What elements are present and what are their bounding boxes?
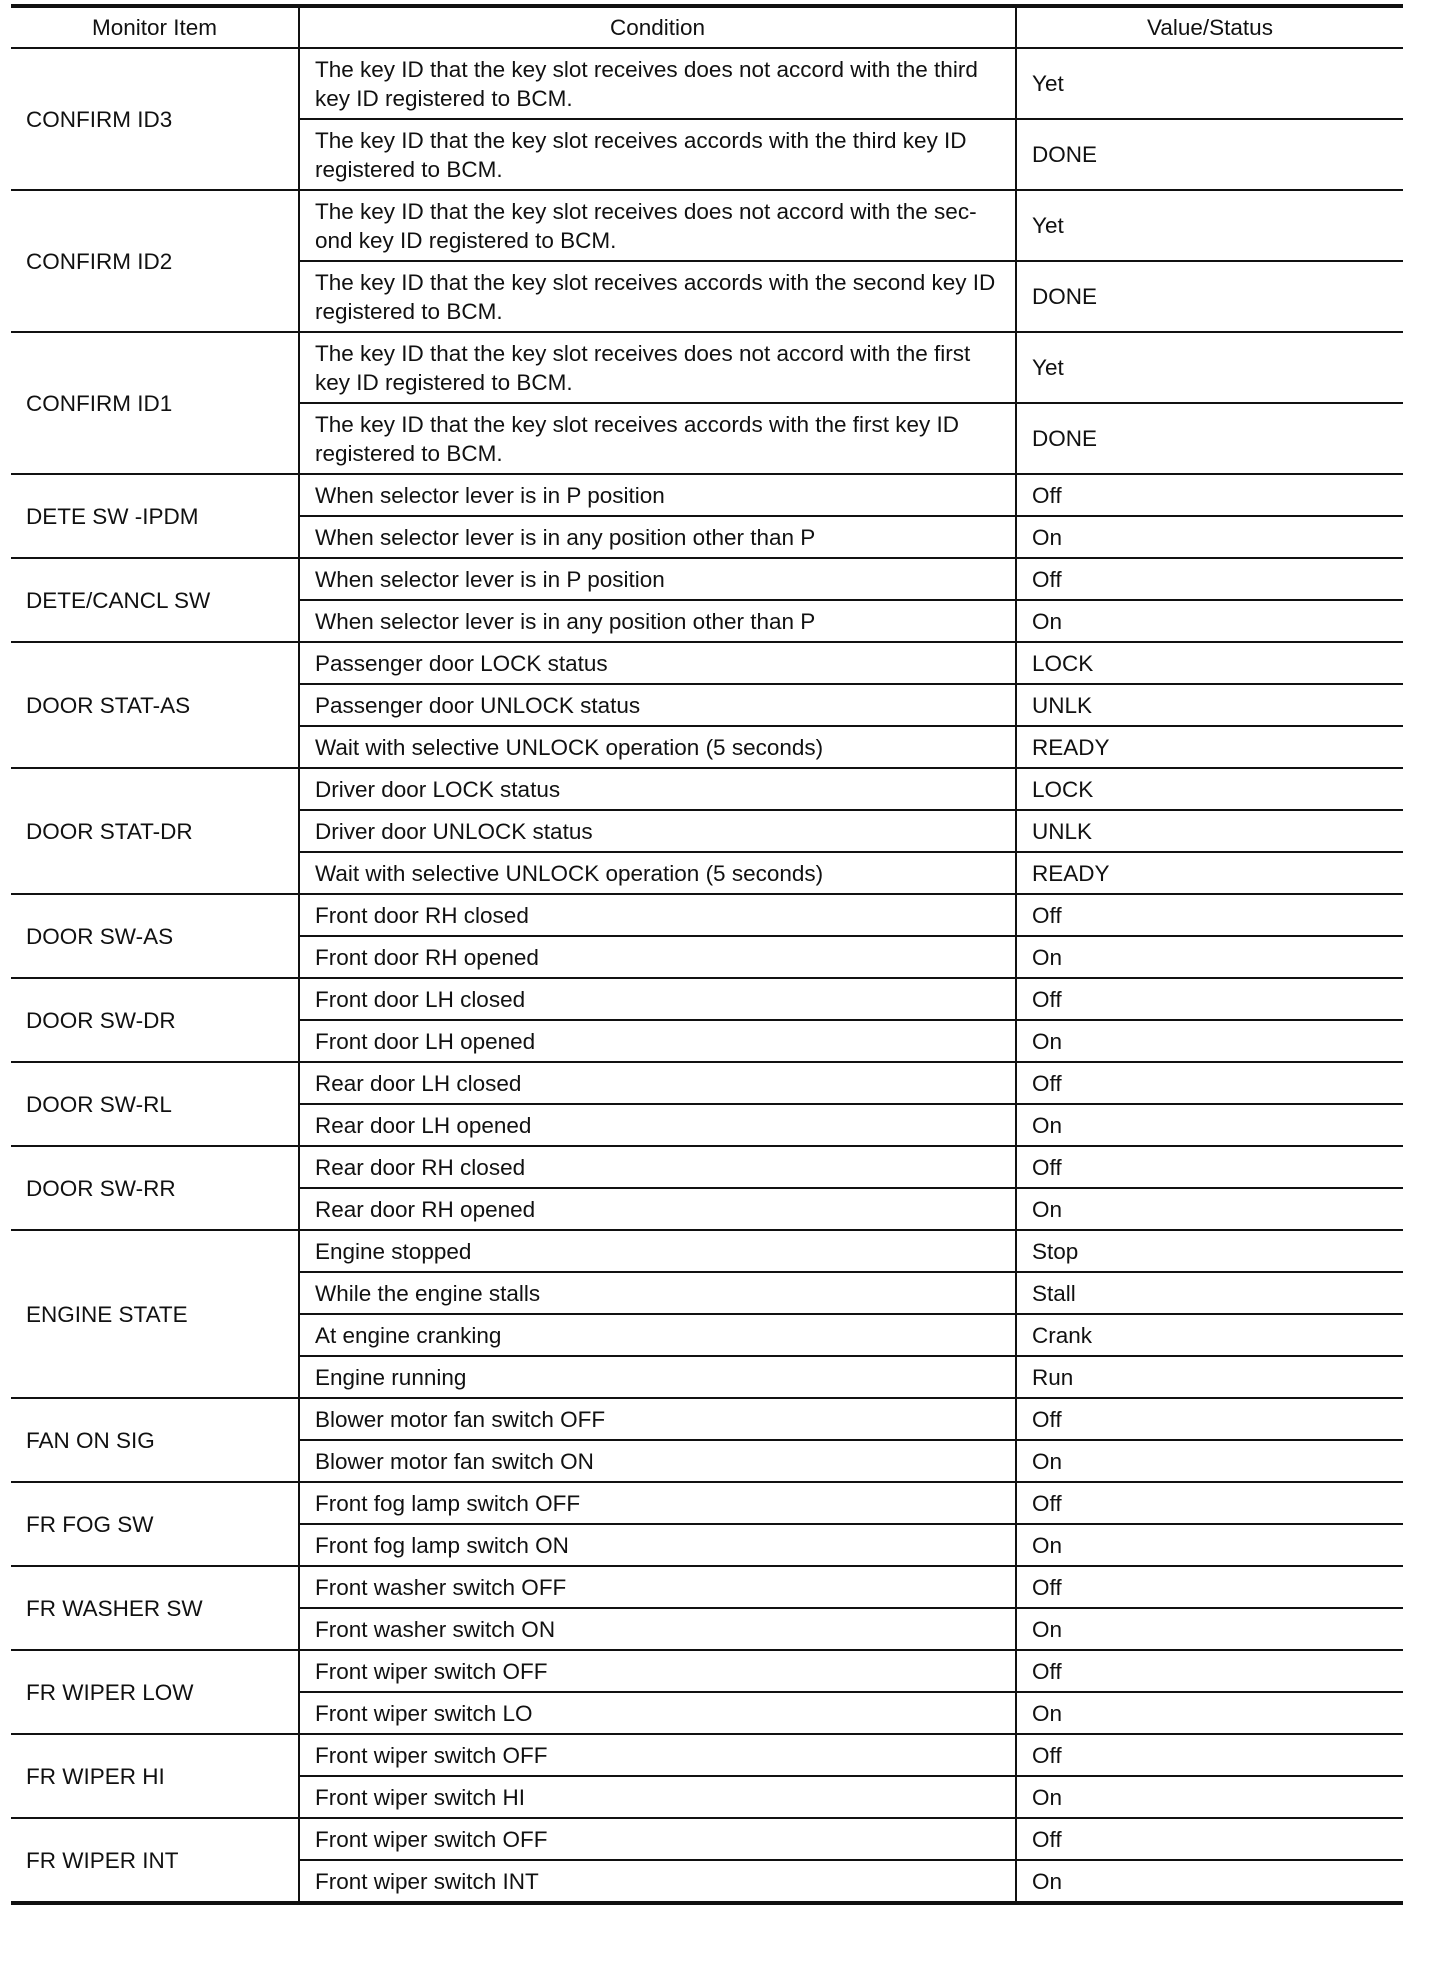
condition-cell: Blower motor fan switch ON xyxy=(299,1440,1016,1482)
condition-cell: Blower motor fan switch OFF xyxy=(299,1398,1016,1440)
value-status-cell: Off xyxy=(1016,1482,1403,1524)
value-status-cell: Off xyxy=(1016,1566,1403,1608)
value-status-cell: On xyxy=(1016,1692,1403,1734)
monitor-item-cell: DOOR SW-AS xyxy=(11,894,299,978)
value-status-cell: Off xyxy=(1016,978,1403,1020)
condition-cell: The key ID that the key slot receives does not accord with the third key ID registered to BCM. xyxy=(299,48,1016,119)
monitor-item-table xyxy=(11,4,1403,1905)
condition-cell: Front washer switch OFF xyxy=(299,1566,1016,1608)
header-value-status: Value/Status xyxy=(1016,6,1403,48)
table-row xyxy=(11,332,1403,403)
value-status-cell: On xyxy=(1016,600,1403,642)
monitor-item-cell: FR FOG SW xyxy=(11,1482,299,1566)
value-status-cell: Off xyxy=(1016,1650,1403,1692)
value-status-cell: On xyxy=(1016,1776,1403,1818)
value-status-cell: Stop xyxy=(1016,1230,1403,1272)
value-status-cell: READY xyxy=(1016,852,1403,894)
table-row xyxy=(11,978,1403,1020)
value-status-cell: On xyxy=(1016,1188,1403,1230)
condition-cell: Front door RH closed xyxy=(299,894,1016,936)
condition-cell: Passenger door UNLOCK status xyxy=(299,684,1016,726)
value-status-cell: DONE xyxy=(1016,261,1403,332)
table-row xyxy=(11,1230,1403,1272)
value-status-cell: UNLK xyxy=(1016,810,1403,852)
monitor-item-cell: DOOR SW-RR xyxy=(11,1146,299,1230)
condition-cell: The key ID that the key slot receives accords with the second key ID registered to BCM. xyxy=(299,261,1016,332)
condition-cell: At engine cranking xyxy=(299,1314,1016,1356)
table-header-row xyxy=(11,6,1403,48)
monitor-item-cell: CONFIRM ID3 xyxy=(11,48,299,190)
table-row xyxy=(11,1398,1403,1440)
value-status-cell: Stall xyxy=(1016,1272,1403,1314)
value-status-cell: Yet xyxy=(1016,190,1403,261)
condition-cell: Front wiper switch HI xyxy=(299,1776,1016,1818)
value-status-cell: On xyxy=(1016,1608,1403,1650)
monitor-item-cell: ENGINE STATE xyxy=(11,1230,299,1398)
monitor-item-cell: FR WIPER INT xyxy=(11,1818,299,1903)
table-row xyxy=(11,1482,1403,1524)
condition-cell: Front door LH opened xyxy=(299,1020,1016,1062)
value-status-cell: On xyxy=(1016,1860,1403,1903)
condition-cell: The key ID that the key slot receives accords with the third key ID registered to BCM. xyxy=(299,119,1016,190)
value-status-cell: Off xyxy=(1016,1734,1403,1776)
monitor-item-cell: DETE/CANCL SW xyxy=(11,558,299,642)
monitor-table-container xyxy=(11,4,1403,1905)
header-condition: Condition xyxy=(299,6,1016,48)
monitor-item-cell: CONFIRM ID1 xyxy=(11,332,299,474)
condition-cell: Rear door RH closed xyxy=(299,1146,1016,1188)
condition-cell: The key ID that the key slot receives accords with the first key ID registered to BCM. xyxy=(299,403,1016,474)
condition-cell: Wait with selective UNLOCK operation (5 seconds) xyxy=(299,852,1016,894)
monitor-item-cell: FAN ON SIG xyxy=(11,1398,299,1482)
value-status-cell: On xyxy=(1016,1104,1403,1146)
condition-cell: Front washer switch ON xyxy=(299,1608,1016,1650)
table-row xyxy=(11,1818,1403,1860)
monitor-item-cell: FR WASHER SW xyxy=(11,1566,299,1650)
condition-cell: Front door LH closed xyxy=(299,978,1016,1020)
table-row xyxy=(11,1146,1403,1188)
value-status-cell: UNLK xyxy=(1016,684,1403,726)
condition-cell: Rear door LH closed xyxy=(299,1062,1016,1104)
table-row xyxy=(11,474,1403,516)
value-status-cell: Yet xyxy=(1016,48,1403,119)
condition-cell: Rear door RH opened xyxy=(299,1188,1016,1230)
value-status-cell: On xyxy=(1016,1524,1403,1566)
value-status-cell: LOCK xyxy=(1016,768,1403,810)
monitor-item-cell: DOOR SW-RL xyxy=(11,1062,299,1146)
condition-cell: When selector lever is in any position other than P xyxy=(299,516,1016,558)
value-status-cell: Off xyxy=(1016,1818,1403,1860)
table-row xyxy=(11,558,1403,600)
value-status-cell: Yet xyxy=(1016,332,1403,403)
condition-cell: When selector lever is in P position xyxy=(299,474,1016,516)
monitor-item-cell: DETE SW -IPDM xyxy=(11,474,299,558)
condition-cell: Engine stopped xyxy=(299,1230,1016,1272)
table-row xyxy=(11,894,1403,936)
value-status-cell: Run xyxy=(1016,1356,1403,1398)
table-row xyxy=(11,190,1403,261)
monitor-item-cell: DOOR SW-DR xyxy=(11,978,299,1062)
condition-cell: Front wiper switch OFF xyxy=(299,1650,1016,1692)
value-status-cell: Off xyxy=(1016,558,1403,600)
value-status-cell: Off xyxy=(1016,894,1403,936)
value-status-cell: Off xyxy=(1016,1062,1403,1104)
value-status-cell: DONE xyxy=(1016,119,1403,190)
value-status-cell: Crank xyxy=(1016,1314,1403,1356)
condition-cell: Engine running xyxy=(299,1356,1016,1398)
table-row xyxy=(11,48,1403,119)
condition-cell: Passenger door LOCK status xyxy=(299,642,1016,684)
condition-cell: Front wiper switch INT xyxy=(299,1860,1016,1903)
value-status-cell: Off xyxy=(1016,474,1403,516)
condition-cell: The key ID that the key slot receives does not accord with the first key ID registered to BCM. xyxy=(299,332,1016,403)
value-status-cell: On xyxy=(1016,1440,1403,1482)
monitor-item-cell: FR WIPER LOW xyxy=(11,1650,299,1734)
monitor-item-cell: DOOR STAT-AS xyxy=(11,642,299,768)
condition-cell: Front wiper switch LO xyxy=(299,1692,1016,1734)
monitor-item-cell: FR WIPER HI xyxy=(11,1734,299,1818)
condition-cell: Front wiper switch OFF xyxy=(299,1734,1016,1776)
table-row xyxy=(11,768,1403,810)
condition-cell: Rear door LH opened xyxy=(299,1104,1016,1146)
value-status-cell: DONE xyxy=(1016,403,1403,474)
condition-cell: Front fog lamp switch ON xyxy=(299,1524,1016,1566)
table-row xyxy=(11,1062,1403,1104)
monitor-item-cell: DOOR STAT-DR xyxy=(11,768,299,894)
condition-cell: When selector lever is in any position other than P xyxy=(299,600,1016,642)
value-status-cell: On xyxy=(1016,936,1403,978)
table-row xyxy=(11,642,1403,684)
condition-cell: Front wiper switch OFF xyxy=(299,1818,1016,1860)
value-status-cell: LOCK xyxy=(1016,642,1403,684)
condition-cell: Front fog lamp switch OFF xyxy=(299,1482,1016,1524)
condition-cell: While the engine stalls xyxy=(299,1272,1016,1314)
table-row xyxy=(11,1566,1403,1608)
value-status-cell: READY xyxy=(1016,726,1403,768)
value-status-cell: Off xyxy=(1016,1146,1403,1188)
condition-cell: Wait with selective UNLOCK operation (5 seconds) xyxy=(299,726,1016,768)
value-status-cell: Off xyxy=(1016,1398,1403,1440)
condition-cell: Driver door LOCK status xyxy=(299,768,1016,810)
table-row xyxy=(11,1734,1403,1776)
value-status-cell: On xyxy=(1016,516,1403,558)
table-row xyxy=(11,1650,1403,1692)
value-status-cell: On xyxy=(1016,1020,1403,1062)
monitor-item-cell: CONFIRM ID2 xyxy=(11,190,299,332)
condition-cell: Front door RH opened xyxy=(299,936,1016,978)
table-body xyxy=(11,48,1403,1903)
condition-cell: Driver door UNLOCK status xyxy=(299,810,1016,852)
condition-cell: The key ID that the key slot receives does not accord with the sec-ond key ID registered to BCM. xyxy=(299,190,1016,261)
header-monitor-item: Monitor Item xyxy=(11,6,299,48)
condition-cell: When selector lever is in P position xyxy=(299,558,1016,600)
